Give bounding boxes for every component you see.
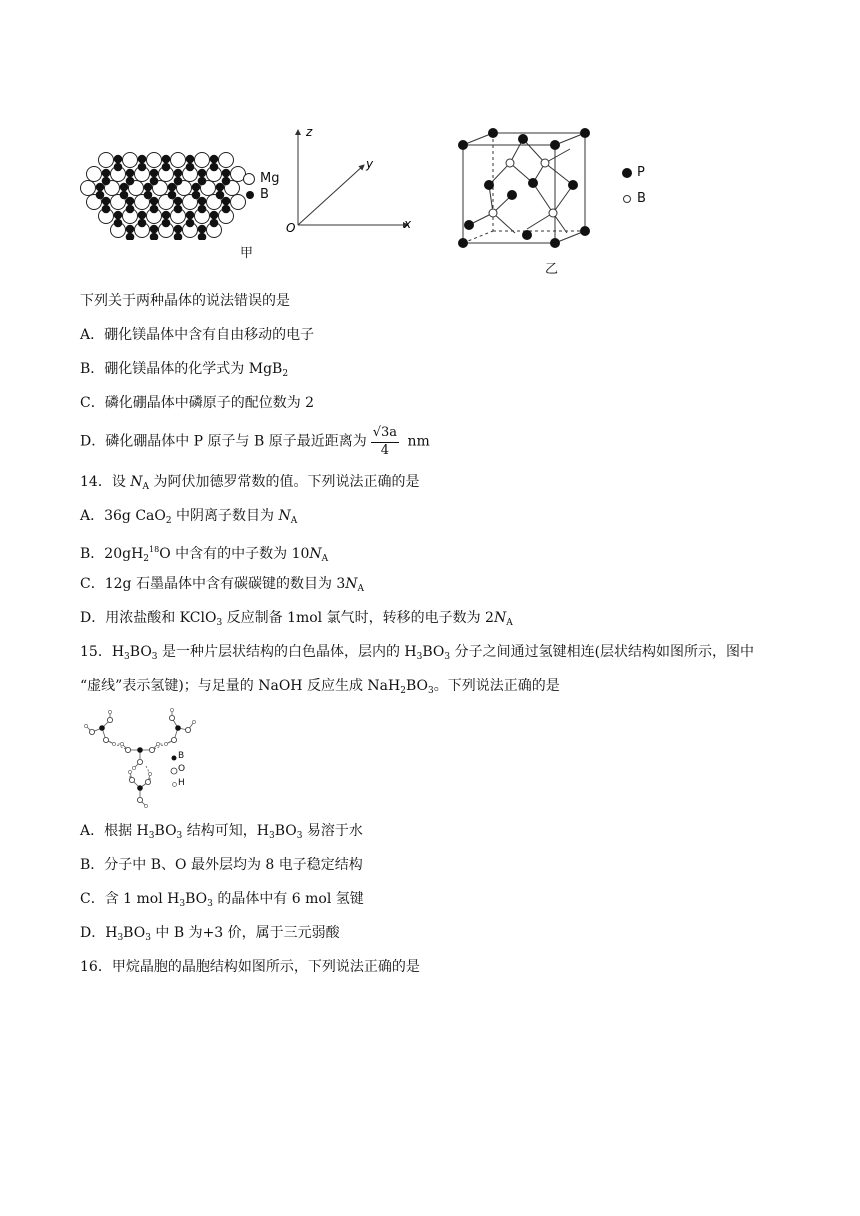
mgb2-legend-mg-icon xyxy=(242,172,256,186)
b-atom xyxy=(102,197,111,206)
fraction-numerator: √3a xyxy=(371,424,399,443)
q14-b-t1: 2 xyxy=(143,554,150,564)
b-atom xyxy=(174,197,183,206)
q15-stem-line2 xyxy=(80,676,560,701)
q15-l2-t4: 。下列说法正确的是 xyxy=(433,678,560,694)
b-atom xyxy=(138,163,147,172)
q15-l1-t2: BO xyxy=(129,644,152,660)
b-atom xyxy=(126,169,135,178)
q15-option-c xyxy=(80,889,364,914)
fraction-denominator: 4 xyxy=(380,443,390,458)
h3bo3-legend-b-icon xyxy=(170,754,178,762)
q15-a-t3: 3 xyxy=(176,831,183,841)
b-atom xyxy=(222,169,231,178)
q15-stem-line1 xyxy=(80,642,754,667)
q15-a-t5: 3 xyxy=(268,831,275,841)
mg-atom xyxy=(87,167,102,182)
q15-l2-t2: BO xyxy=(405,678,428,694)
mg-atom xyxy=(81,181,96,196)
mgb2-structure-figure xyxy=(80,150,250,240)
q15-a-t4: 结构可知，H xyxy=(182,823,269,839)
bp-unit-cell-figure xyxy=(455,125,615,255)
b-atom xyxy=(102,205,111,214)
b-atom xyxy=(210,163,219,172)
q15-a-t8: 易溶于水 xyxy=(302,823,363,839)
q15-c-t3: 3 xyxy=(207,899,213,909)
q14-a-t1: 2 xyxy=(165,516,172,526)
mgb2-legend-b-label: B xyxy=(260,187,269,202)
b-atom xyxy=(150,205,159,214)
q13-option-d-fraction xyxy=(371,424,399,459)
q14-d-t3: N xyxy=(493,610,507,626)
h3bo3-legend-o-label: O xyxy=(178,764,186,774)
b-atom xyxy=(210,155,219,164)
b-atom xyxy=(162,155,171,164)
q14-a-t2: 中阴离子数目为 xyxy=(171,508,279,524)
q15-a-t1: 3 xyxy=(148,831,155,841)
q15-c-t1: 3 xyxy=(179,899,186,909)
q13-option-d-text: D．磷化硼晶体中 P 原子与 B 原子最近距离为 xyxy=(80,433,367,450)
mg-atom xyxy=(195,153,210,168)
q15-d-t3: 3 xyxy=(145,933,151,943)
b-atom xyxy=(150,225,159,234)
mgb2-legend-b-icon xyxy=(244,189,256,201)
q14-a-t4: A xyxy=(290,516,298,526)
h3bo3-legend-o-icon xyxy=(170,767,178,775)
b-atom xyxy=(114,155,123,164)
b-atom xyxy=(162,163,171,172)
axis-label-z: z xyxy=(306,125,313,139)
q15-a-t6: BO xyxy=(274,823,297,839)
q13-option-a: A．硼化镁晶体中含有自由移动的电子 xyxy=(80,327,315,343)
q14-option-b xyxy=(80,540,328,569)
h3bo3-legend-h-icon xyxy=(171,781,178,788)
q15-c-t0: C．含 1 mol H xyxy=(80,891,180,907)
b-atom xyxy=(186,219,195,228)
b-atom xyxy=(102,169,111,178)
b-atom xyxy=(96,183,105,192)
b-atom xyxy=(126,205,135,214)
q14-option-c xyxy=(80,574,364,599)
q14-d-t1: 3 xyxy=(216,618,223,628)
q14-b-t2: 18 xyxy=(149,545,160,554)
b-atom xyxy=(198,233,207,240)
b-atom xyxy=(126,233,135,240)
q14-b-t0: B．20gH xyxy=(80,546,144,562)
mg-atom xyxy=(219,153,234,168)
b-atom xyxy=(144,183,153,192)
b-atom xyxy=(114,219,123,228)
b-atom xyxy=(198,225,207,234)
b-atom xyxy=(114,211,123,220)
q15-option-b: B．分子中 B、O 最外层均为 8 电子稳定结构 xyxy=(80,857,363,873)
b-atom xyxy=(120,183,129,192)
q14-b-t4: N xyxy=(309,546,322,562)
axis-label-x: x xyxy=(404,217,412,231)
q16-stem: 16．甲烷晶胞的晶胞结构如图所示，下列说法正确的是 xyxy=(80,959,420,975)
b-atom xyxy=(198,197,207,206)
q15-d-t2: BO xyxy=(123,925,146,941)
b-atom xyxy=(174,233,183,240)
bp-legend-p-label: P xyxy=(637,165,645,180)
bp-legend-p-icon xyxy=(621,167,633,179)
q14-c-t2: A xyxy=(357,584,365,594)
q14-stem-text: 14．设 xyxy=(80,474,131,490)
q14-d-t0: D．用浓盐酸和 KClO xyxy=(80,610,217,626)
b-atom xyxy=(186,163,195,172)
b-atom xyxy=(222,197,231,206)
q14-b-t3: O 中含有的中子数为 10 xyxy=(159,546,310,562)
mgb2-legend-mg-label: Mg xyxy=(260,171,280,186)
mg-atom xyxy=(171,153,186,168)
b-atom xyxy=(210,219,219,228)
q14-a-t3: N xyxy=(278,508,291,524)
h3bo3-legend-h-label: H xyxy=(178,778,185,788)
q15-l2-t0: “虚线”表示氢键)；与足量的 NaOH 反应生成 NaH xyxy=(80,678,401,694)
q15-a-t7: 3 xyxy=(296,831,303,841)
b-atom xyxy=(174,169,183,178)
b-atom xyxy=(126,225,135,234)
bp-legend-b-label: B xyxy=(637,191,646,206)
b-atom xyxy=(186,155,195,164)
q15-c-t2: BO xyxy=(185,891,208,907)
q15-option-d xyxy=(80,923,340,948)
q14-b-t5: A xyxy=(321,554,329,564)
q13-option-b xyxy=(80,359,288,384)
mg-atom xyxy=(147,153,162,168)
b-atom xyxy=(138,219,147,228)
q15-l1-t7: 3 xyxy=(444,652,451,662)
figure-caption-jia: 甲 xyxy=(240,246,254,261)
q13-option-b-text: B．硼化镁晶体的化学式为 MgB xyxy=(80,361,283,377)
q14-stem-text-2: 为阿伏加德罗常数的值。下列说法正确的是 xyxy=(149,474,420,490)
bp-legend-b-icon xyxy=(622,194,632,204)
b-atom xyxy=(138,211,147,220)
b-atom xyxy=(150,169,159,178)
q15-l1-t5: 3 xyxy=(416,652,423,662)
q15-a-t2: BO xyxy=(154,823,177,839)
q14-d-t2: 反应制备 1mol 氯气时，转移的电子数为 2 xyxy=(222,610,494,626)
q15-l2-t1: 2 xyxy=(400,686,406,696)
q15-l1-t1: 3 xyxy=(124,652,130,662)
q15-l1-t4: 是一种片层状结构的白色晶体，层内的 H xyxy=(157,644,417,660)
b-atom xyxy=(174,225,183,234)
q14-c-t1: N xyxy=(345,576,358,592)
b-atom xyxy=(168,183,177,192)
mg-atom xyxy=(123,153,138,168)
figure-caption-yi: 乙 xyxy=(545,262,559,277)
mg-atom xyxy=(99,153,114,168)
b-atom xyxy=(114,163,123,172)
h3bo3-legend-b-label: B xyxy=(178,751,185,761)
b-atom xyxy=(222,205,231,214)
q14-c-t0: C．12g 石墨晶体中含有碳碳键的数目为 3 xyxy=(80,576,346,592)
b-atom xyxy=(126,197,135,206)
q14-option-a xyxy=(80,506,297,531)
q14-na-symbol: N xyxy=(130,474,143,490)
b-atom xyxy=(150,233,159,240)
q15-l1-t3: 3 xyxy=(151,652,158,662)
q15-c-t4: 的晶体中有 6 mol 氢键 xyxy=(212,891,364,907)
q15-l1-t6: BO xyxy=(422,644,445,660)
q15-a-t0: A．根据 H xyxy=(80,823,149,839)
b-atom xyxy=(192,183,201,192)
q13-stem: 下列关于两种晶体的说法错误的是 xyxy=(80,293,290,309)
b-atom xyxy=(198,169,207,178)
q15-l1-t0: 15．H xyxy=(80,644,125,660)
b-atom xyxy=(150,197,159,206)
axis-label-y: y xyxy=(366,157,374,171)
q13-option-b-sub: 2 xyxy=(282,369,289,379)
b-atom xyxy=(210,211,219,220)
axis-origin-label: O xyxy=(286,221,296,235)
q14-d-t4: A xyxy=(506,618,513,628)
q15-d-t1: 3 xyxy=(117,933,124,943)
b-atom xyxy=(162,211,171,220)
q15-option-a xyxy=(80,821,363,846)
b-atom xyxy=(162,219,171,228)
q13-option-c: C．磷化硼晶体中磷原子的配位数为 2 xyxy=(80,395,315,411)
q15-l1-t8: 分子之间通过氢键相连(层状结构如图所示，图中 xyxy=(450,644,755,660)
q15-d-t0: D．H xyxy=(80,925,118,941)
b-atom xyxy=(138,155,147,164)
b-atom xyxy=(186,211,195,220)
coordinate-axes-figure xyxy=(280,120,420,240)
q14-stem xyxy=(80,472,419,497)
q15-d-t4: 中 B 为+3 价，属于三元弱酸 xyxy=(150,925,340,941)
b-atom xyxy=(174,205,183,214)
q14-option-d xyxy=(80,608,513,633)
q13-option-d xyxy=(80,424,430,459)
q15-l2-t3: 3 xyxy=(427,686,434,696)
q14-a-t0: A．36g CaO xyxy=(80,508,166,524)
b-atom xyxy=(216,183,225,192)
q13-option-d-unit: nm xyxy=(407,433,430,450)
q14-na-sub: A xyxy=(142,482,150,492)
b-atom xyxy=(198,205,207,214)
